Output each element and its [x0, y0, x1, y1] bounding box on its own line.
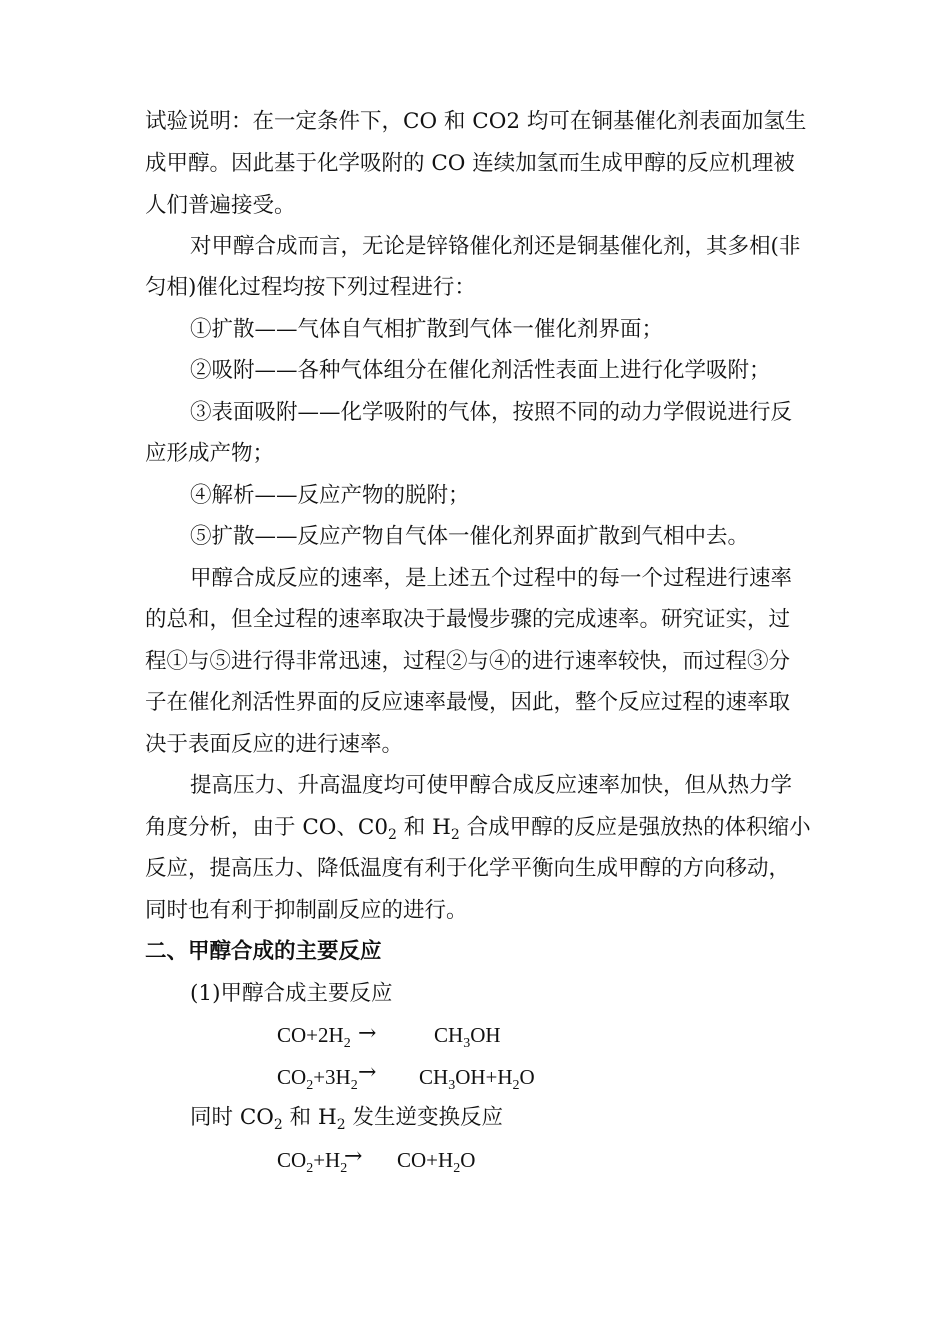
list-item: ④解析——反应产物的脱附；	[190, 483, 470, 508]
paragraph-line: 同时也有利于抑制副反应的进行。	[145, 898, 468, 923]
arrow-icon: →	[358, 1060, 377, 1085]
equation-2-right: $CH_3OH+H_2O$	[419, 1065, 535, 1093]
paragraph-line: 程①与⑤进行得非常迅速，过程②与④的进行速率较快，而过程③分	[145, 649, 791, 674]
equation-1-left: $CO+2H_2$	[277, 1023, 351, 1051]
paragraph-line: 匀相)催化过程均按下列过程进行：	[145, 275, 476, 300]
equation-3-left: $CO_2+H_2$	[277, 1148, 348, 1176]
equation-2-left: $CO_2+3H_2$	[277, 1065, 358, 1093]
paragraph-line: 试验说明：在一定条件下，CO 和 CO2 均可在铜基催化剂表面加氢生	[145, 109, 807, 134]
arrow-icon: →	[358, 1021, 377, 1046]
paragraph-line: 甲醇合成反应的速率，是上述五个过程中的每一个过程进行速率	[190, 566, 793, 591]
paragraph-line: 人们普遍接受。	[145, 193, 296, 218]
list-item: ⑤扩散——反应产物自气体一催化剂界面扩散到气相中去。	[190, 524, 750, 549]
paragraph-line: 提高压力、升高温度均可使甲醇合成反应速率加快，但从热力学	[190, 773, 793, 798]
paragraph-line: 决于表面反应的进行速率。	[145, 732, 404, 757]
list-item: ③表面吸附——化学吸附的气体，按照不同的动力学假说进行反	[190, 400, 793, 425]
equation-3-right: $CO+H_2O$	[397, 1148, 476, 1176]
paragraph-line: 对甲醇合成而言，无论是锌铬催化剂还是铜基催化剂，其多相(非	[190, 234, 801, 259]
paragraph-line: 子在催化剂活性界面的反应速率最慢，因此，整个反应过程的速率取	[145, 690, 791, 715]
equation-1-right: $CH_3OH$	[434, 1023, 501, 1051]
list-item-continued: 应形成产物；	[145, 441, 275, 466]
section-heading: 二、甲醇合成的主要反应	[145, 939, 382, 964]
list-item: ②吸附——各种气体组分在催化剂活性表面上进行化学吸附；	[190, 358, 771, 383]
list-item: ①扩散——气体自气相扩散到气体一催化剂界面；	[190, 317, 664, 342]
paragraph-line: 反应，提高压力、降低温度有利于化学平衡向生成甲醇的方向移动，	[145, 856, 791, 881]
paragraph-line: 的总和，但全过程的速率取决于最慢步骤的完成速率。研究证实，过	[145, 607, 791, 632]
paragraph-line: 同时 $CO_2$ 和 $H_2$ 发生逆变换反应	[190, 1105, 504, 1133]
paragraph-line: 角度分析，由于 CO、$C0_2$ 和 $H_2$ 合成甲醇的反应是强放热的体积缩小	[145, 815, 811, 843]
arrow-icon: →	[344, 1144, 363, 1169]
paragraph-line: 成甲醇。因此基于化学吸附的 CO 连续加氢而生成甲醇的反应机理被	[145, 151, 795, 176]
subheading: (1)甲醇合成主要反应	[190, 981, 393, 1006]
